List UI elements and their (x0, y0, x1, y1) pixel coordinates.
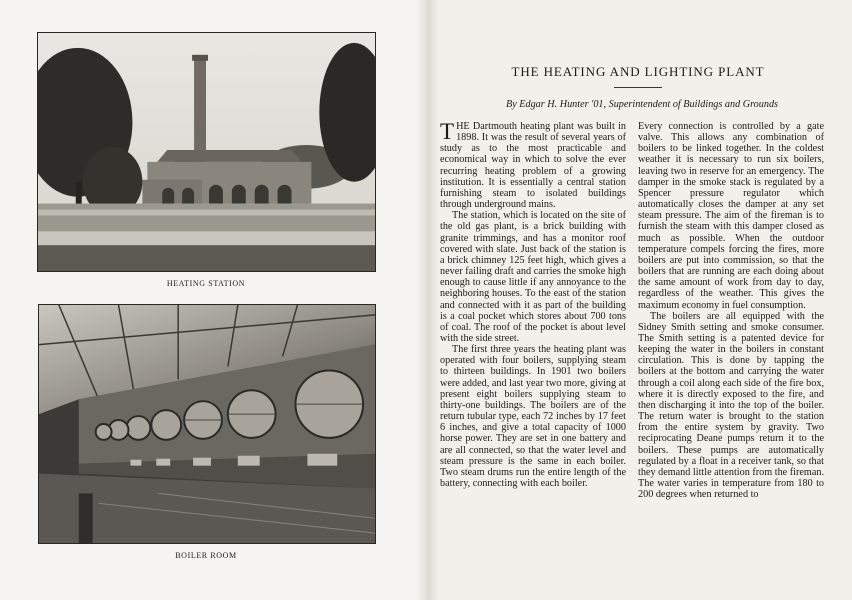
article-column-2 (638, 121, 824, 500)
paragraph: The first three years the heating plant was operated with four boilers, supplying steam to thirteen buildings. In 1901 two boilers were added, and last year two more, giving at present eight boilers supplying steam to thirty-one buildings. The boilers are of the return tubular type, each 72 inches by 17 feet 6 inches, and give a total capacity of 1000 horse power. They are set in one battery and are all connected, so that the water level and steam pressure is the same in each boiler. Two steam drums run the entire length of the battery, connecting with each boiler. (440, 344, 626, 489)
drop-cap: T (440, 119, 455, 144)
paragraph: The station, which is located on the site of the old gas plant, is a brick building with granite trimmings, and has a monitor roof covered with slate. Just back of the station is a brick chimney 125 feet high, which gives a never failing draft and carries the smoke high enough to cause little if any annoyance to the neighboring houses. To the east of the station and connected with it as part of the building is a coal pocket which stores about 700 tons of coal. The roof of the pocket is about level with the side street. (440, 210, 626, 344)
boiler-room-caption: BOILER ROOM (175, 551, 237, 560)
title-rule (614, 87, 662, 88)
article-title: THE HEATING AND LIGHTING PLANT (511, 64, 765, 79)
heating-station-photo (37, 32, 376, 272)
paragraph: The boilers are all equipped with the Sidney Smith setting and smoke consumer. The Smith setting is a patented device for keeping the water in the boilers in constant circulation. This is done by tapping the boilers at the bottom and carrying the water through a coil along each side of the fire box, where it is directly exposed to the fire, and then discharging it into the top of the boiler. The return water is brought to the station from the entire system by gravity. Two reciprocating Deane pumps return it to the boilers. These pumps are automatically regulated by a float in a receiver tank, so that they demand little attention from the fireman. The water varies in temperature from 180 to 200 degrees when returned to (638, 310, 824, 501)
paragraph: Every connection is controlled by a gate valve. This allows any combination of boilers to be linked together. In the coldest weather it is necessary to run six boilers, leaving two in reserve for an emergency. The damper in the smoke stack is regulated by a Spencer pressure regulator which automatically closes the damper at any set steam pressure. The aim of the fireman is to furnish the steam with this damper closed as much as possible. When the outdoor temperature compels forcing the fires, more boilers are put into commission, so that the boilers that are running are each doing about the same amount of work from day to day, regardless of the weather. This gives the maximum economy in fuel consumption. (638, 121, 824, 311)
paragraph (440, 121, 626, 210)
book-gutter (416, 0, 438, 600)
heating-station-caption: HEATING STATION (166, 279, 246, 288)
paragraph-text: HE Dartmouth heating plant was built in 1898. It was the result of several years of study as to the most practicable and economical way in which to solve the ever recurring heating problem of a growing institution. It is essentially a central station furnishing steam to isolated buildings through underground mains. (440, 121, 626, 211)
boiler-room-photo (38, 304, 376, 544)
article-byline: By Edgar H. Hunter '01, Superintendent of Buildings and Grounds (505, 99, 779, 110)
article-column-1 (440, 121, 626, 489)
